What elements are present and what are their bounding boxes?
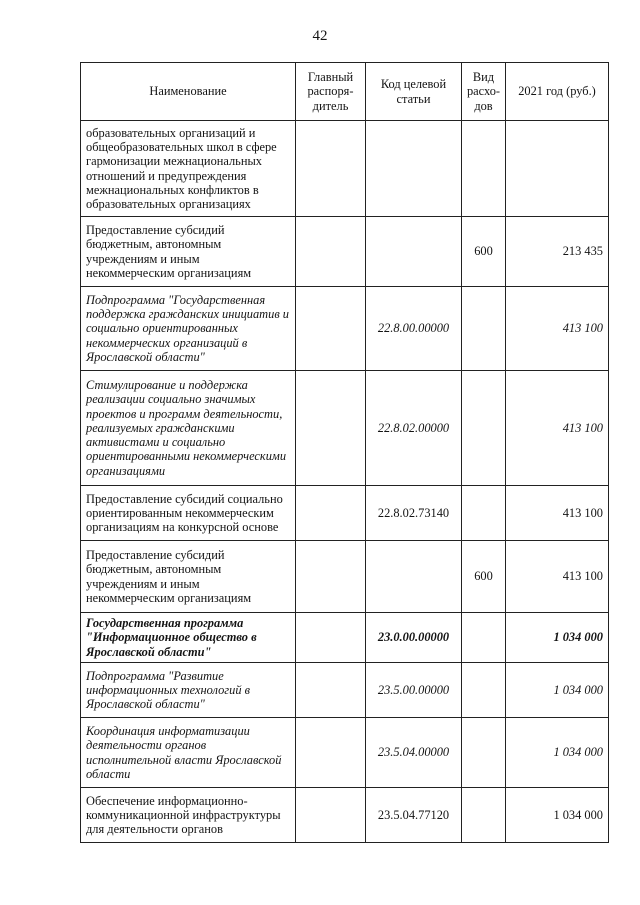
table-row — [81, 217, 609, 287]
row-name-cell: Подпрограмма "Государственная поддержка гражданских инициатив и социально ориентированных некоммерческих организаций в Ярославской области" — [81, 287, 296, 371]
header-name: Наименование — [81, 63, 296, 121]
row-kind-cell — [462, 663, 506, 718]
table-row — [81, 486, 609, 541]
row-code-cell: 22.8.02.00000 — [366, 371, 462, 486]
row-amount-cell — [506, 121, 609, 217]
row-amount-cell: 413 100 — [506, 371, 609, 486]
row-manager-cell — [296, 486, 366, 541]
row-name-cell: Обеспечение информационно-коммуникационной инфраструктуры для деятельности органов — [81, 788, 296, 843]
table-row — [81, 287, 609, 371]
row-manager-cell — [296, 788, 366, 843]
row-amount-cell: 1 034 000 — [506, 788, 609, 843]
row-kind-cell — [462, 718, 506, 788]
row-amount-cell: 213 435 — [506, 217, 609, 287]
row-manager-cell — [296, 217, 366, 287]
row-code-cell — [366, 217, 462, 287]
table-row — [81, 371, 609, 486]
header-amount: 2021 год (руб.) — [506, 63, 609, 121]
row-kind-cell — [462, 121, 506, 217]
table-row — [81, 663, 609, 718]
row-code-cell: 22.8.00.00000 — [366, 287, 462, 371]
table-row — [81, 718, 609, 788]
budget-table — [80, 62, 609, 843]
row-kind-cell: 600 — [462, 541, 506, 613]
row-manager-cell — [296, 371, 366, 486]
row-code-cell: 22.8.02.73140 — [366, 486, 462, 541]
row-name-cell: Предоставление субсидий бюджетным, автономным учреждениям и иным некоммерческим организациям — [81, 217, 296, 287]
header-manager: Главный распоря-дитель — [296, 63, 366, 121]
row-name-cell: Стимулирование и поддержка реализации социально значимых проектов и программ деятельности, реализуемых гражданскими активистами и социально ориентированными некоммерческими организациями — [81, 371, 296, 486]
page-number: 42 — [312, 28, 328, 44]
table-row — [81, 121, 609, 217]
table-row — [81, 788, 609, 843]
row-name-cell: Координация информатизации деятельности органов исполнительной власти Ярославской области — [81, 718, 296, 788]
table-row — [81, 541, 609, 613]
row-code-cell: 23.0.00.00000 — [366, 613, 462, 663]
row-manager-cell — [296, 663, 366, 718]
row-code-cell: 23.5.04.00000 — [366, 718, 462, 788]
row-amount-cell: 1 034 000 — [506, 663, 609, 718]
row-amount-cell: 413 100 — [506, 287, 609, 371]
row-kind-cell — [462, 486, 506, 541]
row-name-cell: Предоставление субсидий бюджетным, автономным учреждениям и иным некоммерческим организациям — [81, 541, 296, 613]
row-name-cell: Государственная программа "Информационное общество в Ярославской области" — [81, 613, 296, 663]
row-amount-cell: 1 034 000 — [506, 613, 609, 663]
row-code-cell — [366, 541, 462, 613]
row-name-cell: Предоставление субсидий социально ориентированным некоммерческим организациям на конкурсной основе — [81, 486, 296, 541]
table-header-row — [81, 63, 609, 121]
row-name-cell: Подпрограмма "Развитие информационных технологий в Ярославской области" — [81, 663, 296, 718]
row-manager-cell — [296, 718, 366, 788]
row-code-cell: 23.5.00.00000 — [366, 663, 462, 718]
row-kind-cell — [462, 371, 506, 486]
header-code: Код целевой статьи — [366, 63, 462, 121]
table-body — [81, 121, 609, 843]
row-manager-cell — [296, 541, 366, 613]
row-amount-cell: 413 100 — [506, 486, 609, 541]
row-kind-cell: 600 — [462, 217, 506, 287]
table-row — [81, 613, 609, 663]
row-kind-cell — [462, 287, 506, 371]
row-code-cell: 23.5.04.77120 — [366, 788, 462, 843]
row-kind-cell — [462, 613, 506, 663]
header-kind: Вид расхо-дов — [462, 63, 506, 121]
row-code-cell — [366, 121, 462, 217]
row-manager-cell — [296, 613, 366, 663]
row-manager-cell — [296, 121, 366, 217]
row-name-cell: образовательных организаций и общеобразовательных школ в сфере гармонизации межнациональных отношений и предупреждения межнациональных конфликтов в образовательных организациях — [81, 121, 296, 217]
row-kind-cell — [462, 788, 506, 843]
row-amount-cell: 1 034 000 — [506, 718, 609, 788]
row-amount-cell: 413 100 — [506, 541, 609, 613]
row-manager-cell — [296, 287, 366, 371]
